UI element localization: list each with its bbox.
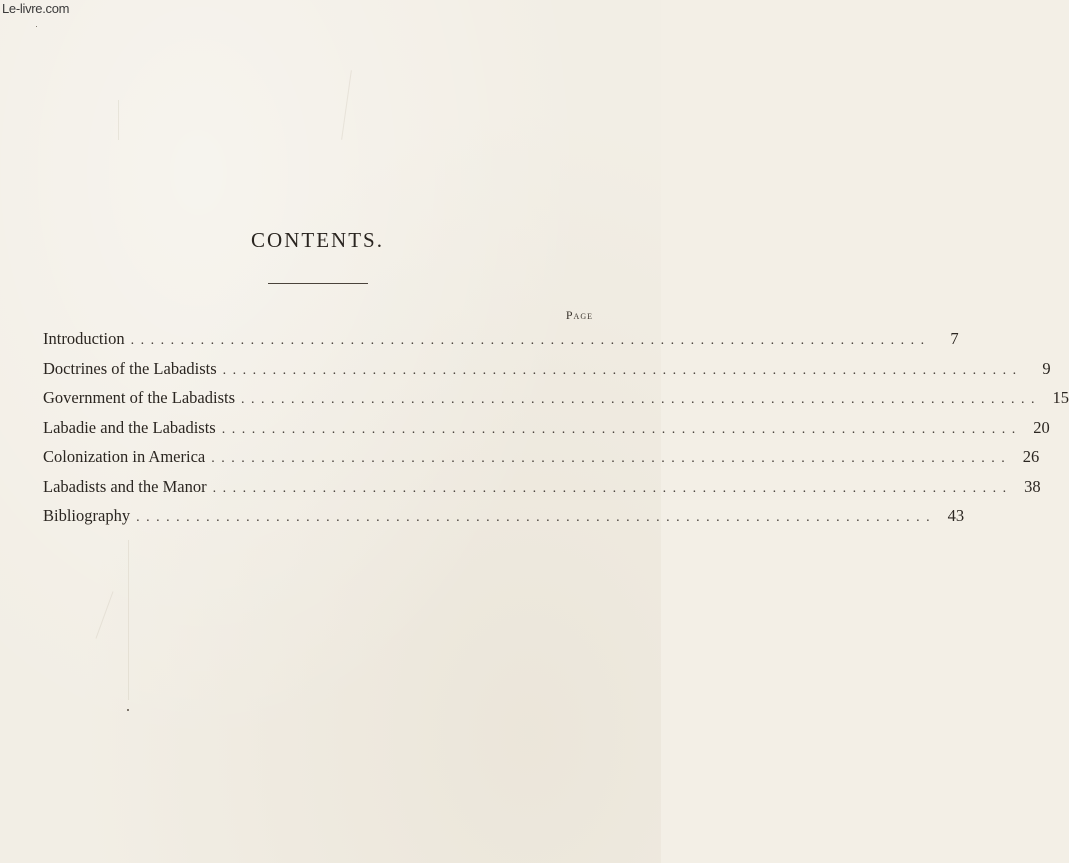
toc-entry-title: Government of the Labadists	[43, 388, 235, 407]
toc-entry-title: Introduction	[43, 329, 125, 348]
toc-entry-title: Labadie and the Labadists	[43, 417, 216, 437]
paper-crease	[341, 70, 352, 139]
page-column-label: Page	[565, 308, 593, 322]
toc-entry-title: Labadists and the Manor	[43, 476, 207, 496]
toc-entry-page: 15	[1052, 388, 1069, 407]
paper-speck	[127, 709, 129, 711]
toc-dot-leader: ................................................................................	[211, 451, 1012, 466]
paper-crease	[118, 100, 119, 140]
toc-dot-leader: ................................................................................	[130, 333, 931, 348]
toc-dot-leader: ................................................................................	[222, 362, 1023, 378]
toc-dot-leader: ................................................................................	[136, 510, 937, 525]
toc-entry-title: Doctrines of the Labadists	[43, 358, 217, 378]
title-rule-divider	[268, 283, 368, 284]
toc-entry-title: Colonization in America	[43, 447, 206, 466]
toc-entry	[43, 329, 959, 359]
toc-entry	[43, 447, 1040, 477]
toc-entry-page: 26	[1022, 447, 1040, 466]
toc-entry	[43, 417, 1050, 448]
toc-entry-page: 38	[1024, 476, 1041, 496]
toc-dot-leader: ................................................................................	[212, 480, 1013, 496]
toc-entry-page: 9	[1042, 358, 1051, 378]
toc-entry-page: 7	[950, 329, 959, 348]
watermark-logo: Le-livre.com	[2, 1, 70, 16]
paper-crease	[95, 591, 113, 638]
toc-entry	[43, 506, 965, 536]
toc-entry	[43, 358, 1051, 389]
toc-entry-title: Bibliography	[43, 506, 131, 525]
table-of-contents	[43, 329, 1069, 536]
toc-entry	[43, 476, 1041, 507]
toc-entry	[43, 388, 1069, 418]
page-title: CONTENTS.	[251, 228, 384, 252]
toc-entry-page: 20	[1033, 417, 1050, 437]
toc-entry-page: 43	[947, 506, 965, 525]
paper-speck	[36, 26, 37, 27]
toc-dot-leader: ................................................................................	[221, 421, 1022, 437]
toc-dot-leader: ................................................................................	[241, 392, 1041, 407]
paper-crease	[128, 540, 129, 700]
